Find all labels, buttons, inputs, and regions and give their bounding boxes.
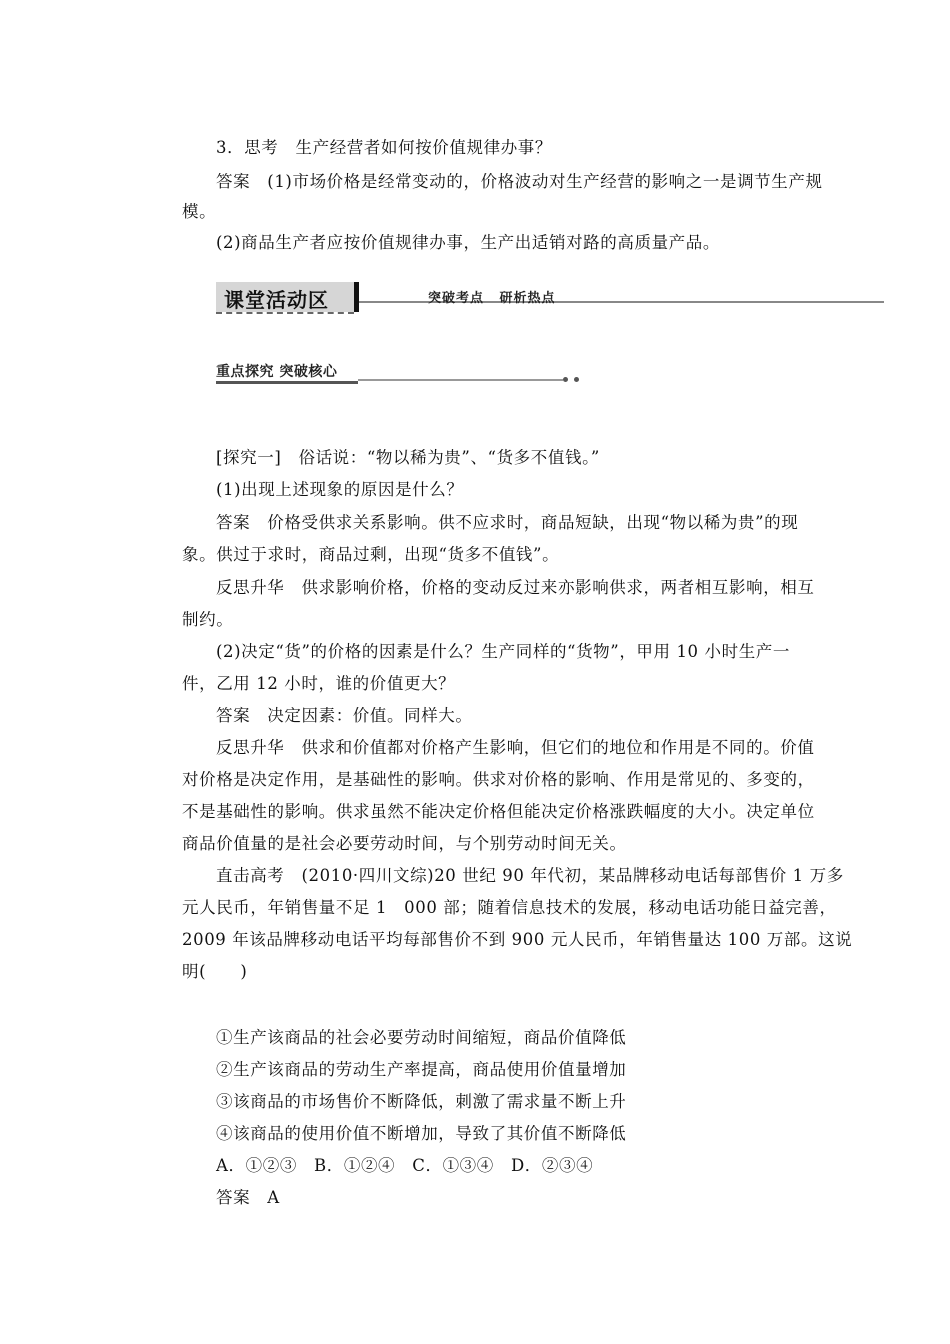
reflection-line: 反思升华 供求影响价格，价格的变动反过来亦影响供求，两者相互影响，相互: [216, 578, 815, 597]
banner-bar: [354, 282, 359, 312]
section-header: [216, 360, 586, 390]
question-line: (1)出现上述现象的原因是什么？: [216, 480, 464, 499]
answer-line: 答案 决定因素：价值。同样大。: [216, 706, 473, 725]
exam-question: 直击高考 (2010·四川文综)20 世纪 90 年代初，某品牌移动电话每部售价 1 万多: [216, 866, 844, 885]
reflection-line: 对价格是决定作用，是基础性的影响。供求对价格的影响、作用是常见的、多变的，: [182, 770, 815, 789]
question-3: 3．思考 生产经营者如何按价值规律办事？: [216, 138, 552, 157]
final-answer: 答案 A: [216, 1188, 280, 1207]
answer-line: 答案 价格受供求关系影响。供不应求时，商品短缺，出现“物以稀为贵”的现: [216, 513, 799, 532]
dot-icon: [574, 377, 579, 382]
banner-subtitle: 突破考点 研析热点: [428, 291, 556, 306]
answer-line: 答案 (1)市场价格是经常变动的，价格波动对生产经营的影响之一是调节生产规: [216, 172, 823, 191]
answer-line: 象。供过于求时，商品过剩，出现“货多不值钱”。: [182, 545, 560, 564]
exam-question: 明( ): [182, 962, 248, 981]
reflection-line: 制约。: [182, 610, 234, 629]
question-line: 件，乙用 12 小时，谁的价值更大？: [182, 674, 456, 693]
banner-title: 课堂活动区: [224, 288, 329, 312]
answer-line: 模。: [182, 202, 217, 221]
dot-icon: [563, 377, 568, 382]
answer-line: (2)商品生产者应按价值规律办事，生产出适销对路的高质量产品。: [216, 233, 720, 252]
option-3: ③该商品的市场售价不断降低，刺激了需求量不断上升: [216, 1092, 627, 1111]
exam-question: 元人民币，年销售量不足 1 000 部；随着信息技术的发展，移动电话功能日益完善，: [182, 898, 837, 917]
section-underline: [216, 381, 358, 384]
section-rule: [358, 379, 563, 381]
classroom-banner: [216, 282, 884, 316]
option-2: ②生产该商品的劳动生产率提高，商品使用价值量增加: [216, 1060, 627, 1079]
choices: A．①②③ B．①②④ C．①③④ D．②③④: [216, 1156, 594, 1175]
question-line: (2)决定“货”的价格的因素是什么？生产同样的“货物”，甲用 10 小时生产一: [216, 642, 790, 661]
reflection-line: 不是基础性的影响。供求虽然不能决定价格但能决定价格涨跌幅度的大小。决定单位: [182, 802, 815, 821]
reflection-line: 商品价值量的是社会必要劳动时间，与个别劳动时间无关。: [182, 834, 627, 853]
option-1: ①生产该商品的社会必要劳动时间缩短，商品价值降低: [216, 1028, 627, 1047]
exam-question: 2009 年该品牌移动电话平均每部售价不到 900 元人民币，年销售量达 100 万部。这说: [182, 930, 853, 949]
reflection-line: 反思升华 供求和价值都对价格产生影响，但它们的地位和作用是不同的。价值: [216, 738, 815, 757]
inquiry-1: [探究一] 俗话说：“物以稀为贵”、“货多不值钱。”: [216, 448, 600, 467]
section-title: 重点探究 突破核心: [216, 364, 338, 380]
option-4: ④该商品的使用价值不断增加，导致了其价值不断降低: [216, 1124, 627, 1143]
